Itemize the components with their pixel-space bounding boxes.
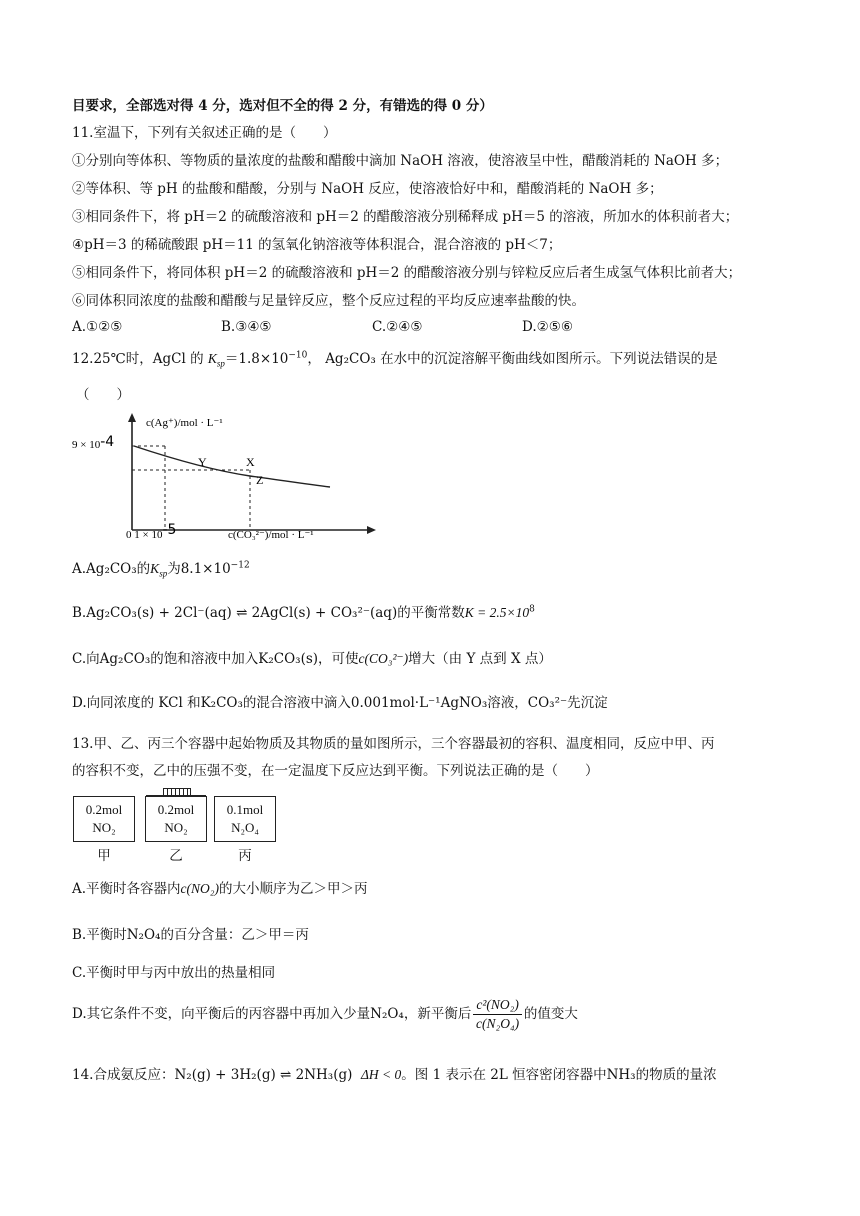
q11-stem: 11.室温下，下列有关叙述正确的是（ ）	[72, 125, 337, 141]
q13-stem-line-2: 的容积不变，乙中的压强不变，在一定温度下反应达到平衡。下列说法正确的是（ ）	[72, 763, 599, 779]
q13-option-c: C.平衡时甲与丙中放出的热量相同	[72, 965, 276, 981]
x-axis-arrow	[367, 526, 376, 534]
q11-item-3: ③相同条件下，将 pH＝2 的硫酸溶液和 pH＝2 的醋酸溶液分别稀释成 pH＝5 的溶液，所加水的体积前者大；	[72, 209, 739, 225]
ksp-symbol: $K_{sp}$	[207, 351, 225, 369]
q13-option-d: D.其它条件不变，向平衡后的丙容器中再加入少量N₂O₄，新平衡后 $\frac{\text{c²(NO₂)}}{\text{c(N₂O₄)}}$ 的值变大	[72, 997, 578, 1031]
concentration-ratio-fraction: $\frac{\text{c²(NO₂)}}{\text{c(N₂O₄)}}$	[473, 996, 521, 1033]
q14-stem: 14.合成氨反应：N₂(g) + 3H₂(g) ⇌ 2NH₃(g) ΔH < 0。图 1 表示在 2L 恒容密闭容器中NH₃的物质的量浓	[72, 1067, 717, 1083]
y-axis-arrow	[128, 413, 136, 422]
q11-item-4: ④pH＝3 的稀硫酸跟 pH＝11 的氢氧化钠溶液等体积混合，混合溶液的 pH＜7；	[72, 237, 562, 253]
q12-option-b: B.Ag₂CO₃(s) + 2Cl⁻(aq) ⇌ 2AgCl(s) + CO₃²⁻(aq)的平衡常数$K = 2.5\times 10^8$	[72, 604, 535, 621]
q11-item-6: ⑥同体积同浓度的盐酸和醋酸与足量锌反应，整个反应过程的平均反应速率盐酸的快。	[72, 293, 585, 309]
q12-stem: 12.25℃时，AgCl 的 $K_{sp}=1.8\times 10^{-10}$， Ag₂CO₃ 在水中的沉淀溶解平衡曲线如图所示。下列说法错误的是	[72, 350, 718, 369]
section-header: 目要求，全部选对得 4 分，选对但不全的得 2 分，有错选的得 0 分）	[72, 98, 493, 114]
q12-option-a: A.Ag₂CO₃的$K_{sp}$为$8.1\times 10^{-12}$	[72, 560, 250, 579]
q12-option-c: C.向Ag₂CO₃的饱和溶液中加入K₂CO₃(s)，可使c(CO₃²⁻)增大（由 Y 点到 X 点）	[72, 651, 552, 667]
q11-option-c: C.②④⑤	[372, 319, 423, 335]
container-bing: 0.1mol N₂O₄	[214, 796, 276, 842]
q13-option-a: A.平衡时各容器内c(NO₂)的大小顺序为乙＞甲＞丙	[72, 881, 368, 897]
point-z-label: Z	[256, 473, 264, 487]
q12-option-d: D.向同浓度的 KCl 和K₂CO₃的混合溶液中滴入0.001mol·L⁻¹AgNO₃溶液，CO₃²⁻先沉淀	[72, 695, 608, 711]
q13-stem-line-1: 13.甲、乙、丙三个容器中起始物质及其物质的量如图所示，三个容器最初的容积、温度相同，反应中甲、丙	[72, 736, 715, 752]
point-x-label: X	[246, 455, 255, 469]
q12-answer-paren: （ ）	[76, 387, 130, 403]
container-yi: 0.2mol NO₂	[145, 796, 207, 842]
container-jia: 0.2mol NO₂	[73, 796, 135, 842]
y-tick-label: 9 × 10-4	[72, 434, 115, 451]
container-jia-label: 甲	[97, 848, 111, 864]
q11-item-5: ⑤相同条件下，将同体积 pH＝2 的硫酸溶液和 pH＝2 的醋酸溶液分别与锌粒反应后者生成氢气体积比前者大；	[72, 265, 742, 281]
q11-item-1: ①分别向等体积、等物质的量浓度的盐酸和醋酸中滴加 NaOH 溶液，使溶液呈中性，醋酸消耗的 NaOH 多；	[72, 153, 729, 169]
x-tick-label: 0 1 × 10-5	[126, 522, 177, 541]
container-bing-label: 丙	[238, 848, 252, 864]
ag2co3-formula: Ag₂CO₃	[325, 351, 376, 367]
solubility-curve-graph	[70, 410, 380, 542]
x-axis-label: c(CO₃²⁻)/mol · L⁻¹	[228, 529, 314, 541]
piston-plate	[146, 795, 206, 797]
y-axis-label: c(Ag⁺)/mol · L⁻¹	[146, 417, 223, 429]
container-yi-label: 乙	[169, 848, 183, 864]
equilibrium-curve	[134, 446, 330, 487]
point-y-label: Y	[198, 455, 207, 469]
q13-option-b: B.平衡时N₂O₄的百分含量：乙＞甲＝丙	[72, 927, 309, 943]
q11-option-a: A.①②⑤	[72, 319, 123, 335]
q11-option-d: D.②⑤⑥	[522, 319, 573, 335]
q11-option-b: B.③④⑤	[221, 319, 272, 335]
q11-item-2: ②等体积、等 pH 的盐酸和醋酸，分别与 NaOH 反应，使溶液恰好中和，醋酸消耗的 NaOH 多；	[72, 181, 663, 197]
